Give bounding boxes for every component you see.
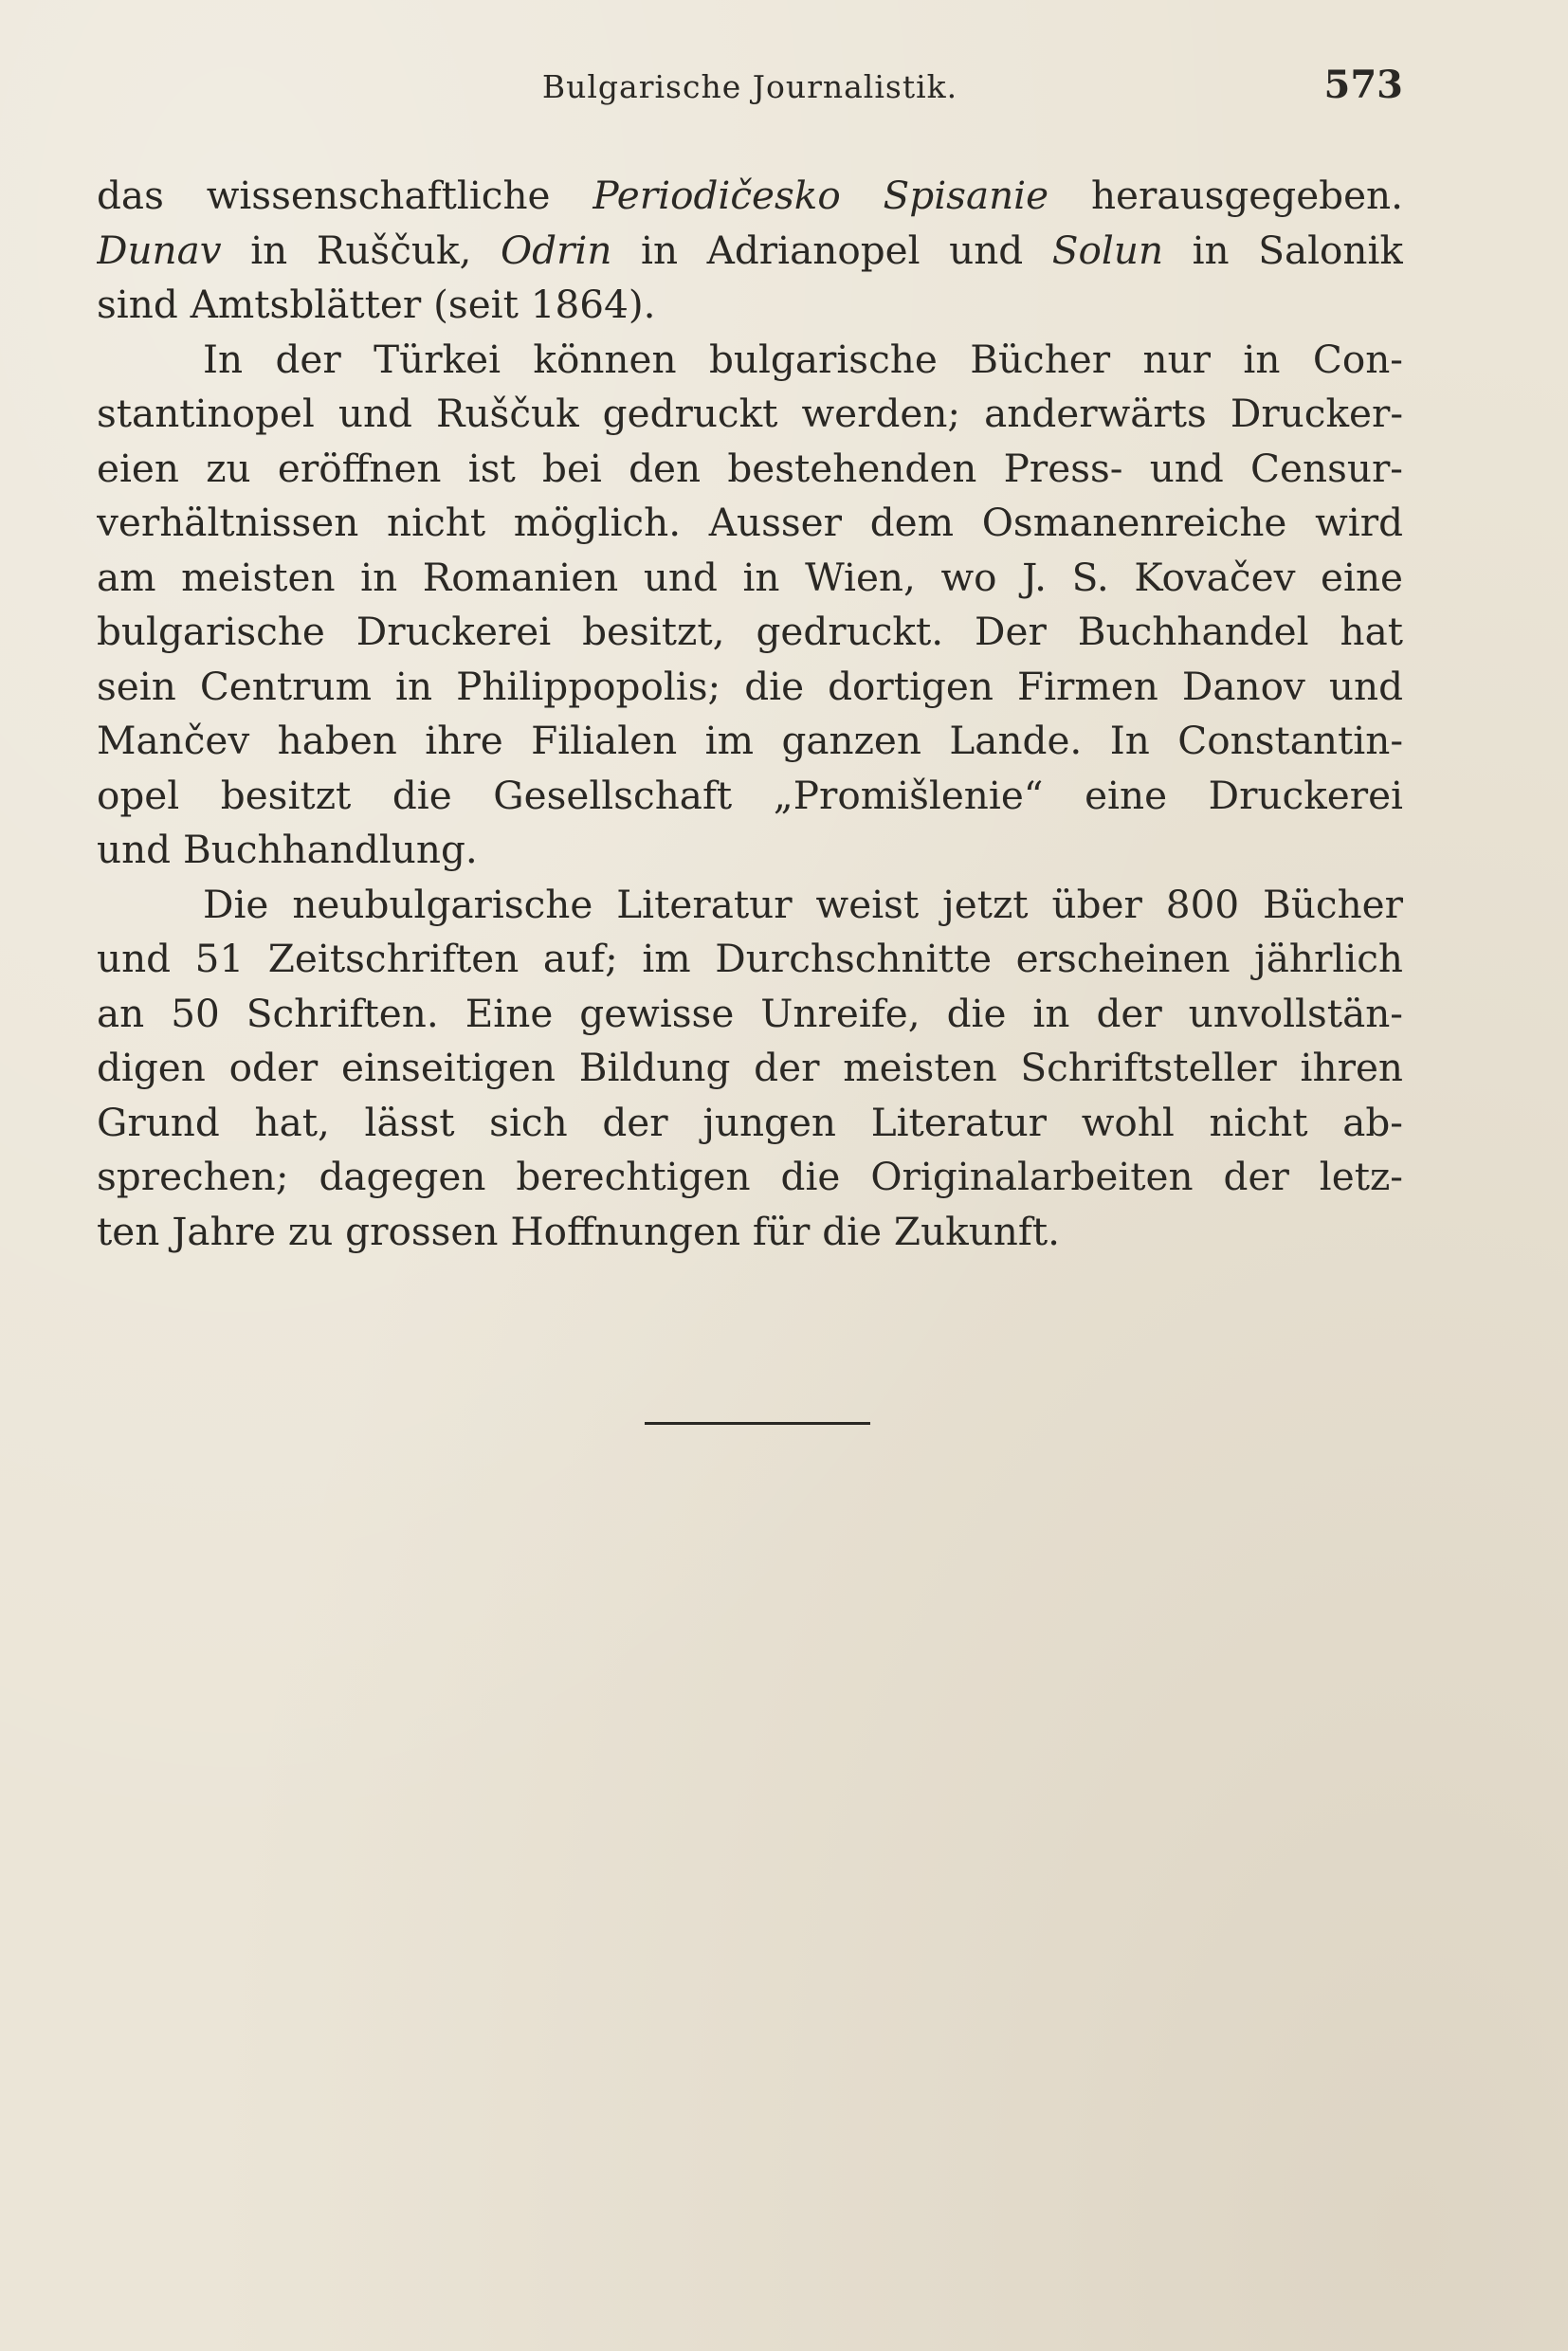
italic-title: Dunav (97, 227, 222, 273)
text-segment: Mančev haben ihre Filialen im ganzen Lande. In Constantin- (97, 718, 1403, 763)
page-number: 573 (1323, 63, 1403, 107)
italic-title: Odrin (500, 227, 612, 273)
text-segment: in Salonik (1163, 227, 1403, 273)
text-line (97, 551, 1403, 606)
text-line (97, 714, 1403, 769)
text-segment: Grund hat, lässt sich der jungen Literatur wohl nicht ab- (97, 1099, 1403, 1145)
text-segment: eien zu eröffnen ist bei den bestehenden Press- und Censur- (97, 445, 1403, 491)
text-segment: digen oder einseitigen Bildung der meisten Schriftsteller ihren (97, 1045, 1403, 1090)
text-segment: in Adrianopel und (611, 227, 1052, 273)
italic-title: Solun (1051, 227, 1164, 273)
text-segment: stantinopel und Ruščuk gedruckt werden; anderwärts Drucker- (97, 391, 1403, 436)
section-end-rule (645, 1422, 870, 1425)
text-segment: und Buchhandlung. (97, 827, 478, 872)
text-segment: sind Amtsblätter (seit 1864). (97, 282, 656, 327)
text-segment: an 50 Schriften. Eine gewisse Unreife, die in der unvollstän- (97, 990, 1403, 1036)
text-line (97, 660, 1403, 715)
text-line (97, 224, 1403, 279)
text-segment: am meisten in Romanien und in Wien, wo J. S. Kovačev eine (97, 554, 1403, 600)
text-segment: opel besitzt die Gesellschaft „Promišlenie“ eine Druckerei (97, 772, 1403, 818)
text-line (97, 169, 1403, 224)
text-segment: ten Jahre zu grossen Hoffnungen für die Zukunft. (97, 1208, 1061, 1254)
text-line (97, 932, 1403, 987)
text-line (97, 387, 1403, 442)
text-line (97, 496, 1403, 551)
text-segment: und 51 Zeitschriften auf; im Durchschnitte erscheinen jährlich (97, 936, 1403, 981)
text-line (97, 605, 1403, 660)
text-segment: bulgarische Druckerei besitzt, gedruckt. Der Buchhandel hat (97, 609, 1403, 654)
text-segment: herausgegeben. (1048, 173, 1403, 218)
text-segment: sprechen; dagegen berechtigen die Originalarbeiten der letz- (97, 1154, 1403, 1199)
text-line (97, 442, 1403, 497)
text-line (97, 823, 1403, 878)
text-line (97, 987, 1403, 1042)
running-head (97, 63, 1403, 110)
body-text (97, 169, 1403, 1259)
text-segment: in Ruščuk, (221, 227, 501, 273)
text-line (97, 878, 1403, 933)
running-title: Bulgarische Journalistik. (541, 68, 958, 105)
text-line (97, 333, 1403, 388)
text-line (97, 1096, 1403, 1151)
text-line (97, 278, 1403, 333)
text-line (97, 769, 1403, 824)
text-segment: sein Centrum in Philippopolis; die dortigen Firmen Danov und (97, 663, 1403, 709)
text-segment: Die neubulgarische Literatur weist jetzt über 800 Bücher (203, 881, 1403, 927)
paragraph (97, 878, 1403, 1260)
text-line (97, 1041, 1403, 1096)
paragraph (97, 169, 1403, 333)
paragraph (97, 333, 1403, 878)
text-segment: das wissenschaftliche (97, 173, 593, 218)
text-line (97, 1150, 1403, 1205)
text-line (97, 1205, 1403, 1260)
text-segment: In der Türkei können bulgarische Bücher nur in Con- (203, 336, 1403, 382)
italic-title: Periodičesko Spisanie (593, 173, 1049, 218)
text-segment: verhältnissen nicht möglich. Ausser dem Osmanenreiche wird (97, 500, 1403, 545)
